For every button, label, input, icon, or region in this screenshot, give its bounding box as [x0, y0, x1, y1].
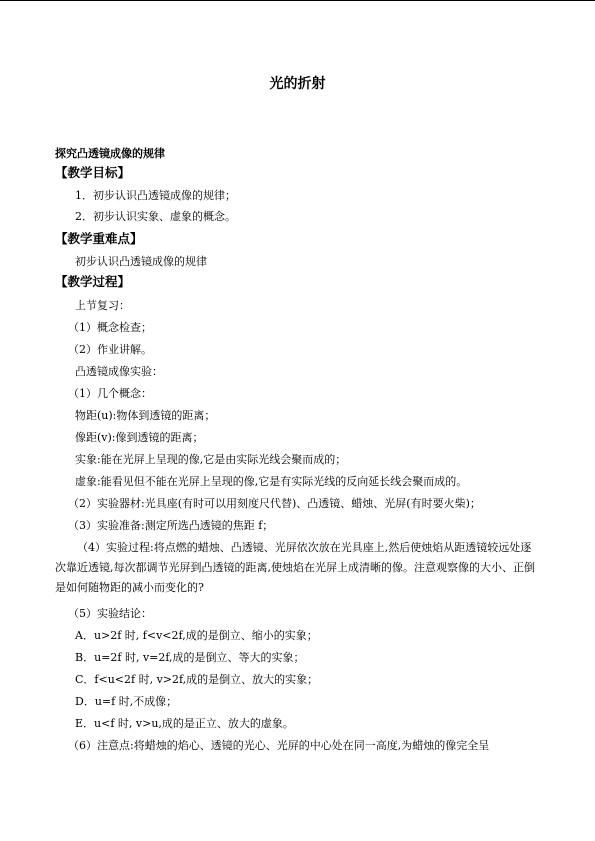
conclusion-b: B．u=2f 时, v=2f,成的是倒立、等大的实象； [75, 651, 305, 664]
process-heading: 【教学过程】 [55, 274, 131, 289]
preparation-line: （3）实验准备:测定所选凸透镜的焦距 f； [68, 519, 274, 532]
key-point-1: 初步认识凸透镜成像的规律 [75, 255, 207, 268]
key-points-heading: 【教学重难点】 [55, 231, 143, 246]
lesson-subtitle: 探究凸透镜成像的规律 [55, 147, 165, 160]
notes-line: （6）注意点:将蜡烛的焰心、透镜的光心、光屏的中心处在同一高度,为蜡烛的像完全呈 [68, 739, 490, 752]
conclusion-c: C．f<u<2f 时, v>2f,成的是倒立、放大的实象； [75, 673, 319, 686]
equipment-line: （2）实验器材:光具座(有时可以用刻度尺代替)、凸透镜、蜡烛、光屏(有时要火柴)； [68, 497, 481, 510]
concepts-line: （1）几个概念： [68, 387, 152, 400]
conclusion-d: D．u=f 时,不成像； [75, 695, 178, 708]
page-title: 光的折射 [269, 76, 326, 92]
review-item-2: （2）作业讲解。 [68, 343, 152, 356]
experiment-line: 凸透镜成像实验： [75, 365, 163, 378]
image-distance-line: 像距(v):像到透镜的距离； [75, 431, 204, 444]
review-item-1: （1）概念检查； [68, 321, 152, 334]
goal-2: 2．初步认识实象、虚象的概念。 [75, 210, 236, 223]
conclusion-a: A．u>2f 时, f<v<2f,成的是倒立、缩小的实象； [75, 629, 318, 642]
review-line: 上节复习： [75, 299, 130, 312]
procedure-paragraph: （4）实验过程:将点燃的蜡烛、凸透镜、光屏依次放在光具座上,然后使烛焰从距透镜较远处逐次靠近透镜,每次都调节光屏到凸透镜的距离,使烛焰在光屏上成清晰的像。注意观察像的大小、正倒是如何随物距的减小而变化的? [55, 541, 535, 594]
real-image-line: 实象:能在光屏上呈现的像,它是由实际光线会聚而成的； [75, 453, 347, 466]
virtual-image-line: 虚象:能看见但不能在光屏上呈现的像,它是有实际光线的反向延长线会聚而成的。 [75, 475, 468, 488]
goals-heading: 【教学目标】 [55, 165, 131, 180]
goal-1: 1．初步认识凸透镜成像的规律； [75, 189, 236, 202]
object-distance-line: 物距(u):物体到透镜的距离； [75, 409, 216, 422]
header-rule [0, 0, 595, 1]
conclusion-line: （5）实验结论： [68, 607, 152, 620]
conclusion-e: E．u<f 时, v>u,成的是正立、放大的虚象。 [75, 717, 294, 730]
